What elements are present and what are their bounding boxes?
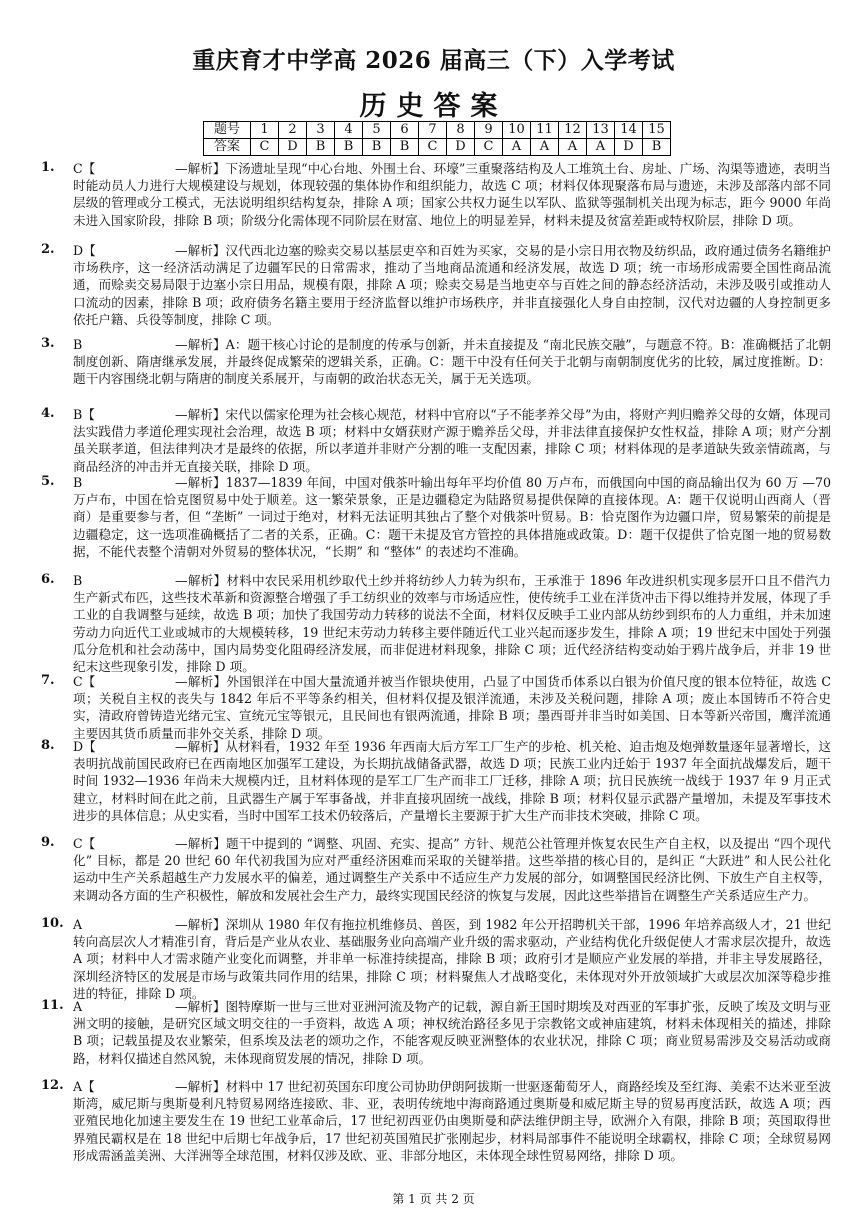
question-number: 1.	[41, 160, 55, 175]
question-number: 2.	[41, 242, 55, 257]
answer-letter: A【	[73, 1079, 95, 1094]
analysis-dash: —	[175, 836, 188, 851]
answer-key-number-cell: 11	[531, 122, 559, 139]
question-number: 9.	[41, 835, 55, 850]
explanation-body	[73, 673, 831, 742]
answer-key-number-cell: 8	[447, 122, 475, 139]
analysis-text: A：题干核心讨论的是制度的传承与创新，并未直接提及 “南北民族交融”，与题意不符。B：准确概括了北朝制度创新、隋唐继承发展，并最终促成繁荣的逻辑关系，正确。C：题干中没有任何关于北朝与南朝制度优劣的比较，属过度推断。D：题干内容围绕北朝与隋唐的制度关系展开，与南朝的政治状态无关，属于无关选项。	[73, 337, 831, 387]
analysis-dash: —	[175, 1079, 188, 1094]
answer-key-table	[203, 121, 671, 156]
analysis-text: 图特摩斯一世与三世对亚洲河流及物产的记载，源自新王国时期埃及对西亚的军事扩张，反映了埃及文明与亚洲文明的接触，是研究区域文明交往的一手资料，故选 A 项；神权统治路径多见于宗教铭文或神庙建筑，材料未体现相关的描述，排除 B 项；记载虽提及农业繁荣，但系埃及法老的颂功之作，不能客观反映亚洲整体的农业状况，排除 C 项；商业贸易需涉及交易活动或商路，材料仅描述自然风貌，未体现商贸发展的情况，排除 D 项。	[73, 999, 832, 1066]
answer-key-answer-row	[204, 139, 671, 156]
analysis-tag: 解析】	[187, 407, 226, 422]
analysis-text: 下汤遗址呈现“中心台地、外围土台、环壕”三重聚落结构及人工堆筑土台、房址、广场、沟渠等遗迹，表明当时能动员人力进行大规模建设与规划，体现较强的集体协作和组织能力，故选 C 项；材料仅体现聚落布局与遗迹，未涉及部落内部不同层级的管理或分工模式，无法说明组织结构复杂，排除 A 项；国家公共权力诞生以军队、监狱等强制机关出现为标志，距今 9000 年尚未进入国家阶段，排除 B 项；阶级分化需体现不同阶层在财富、地位上的明显差异，材料未提及贫富差距或特权阶层，排除 D 项。	[73, 161, 832, 228]
answer-letter: A	[73, 917, 83, 932]
analysis-dash: —	[175, 407, 188, 422]
question-number: 6.	[41, 572, 55, 587]
answer-key-number-cell: 12	[559, 122, 587, 139]
answer-key-number-cell: 9	[475, 122, 503, 139]
answer-key-number-cell: 6	[391, 122, 419, 139]
analysis-dash: —	[175, 475, 188, 490]
explanation-body	[73, 160, 831, 229]
analysis-text: 宋代以儒家伦理为社会核心规范，材料中官府以“子不能孝养父母”为由，将财产判归赡养父母的女婿，体现司法实践借力孝道伦理实现社会治理，故选 B 项；材料中女婿获财产源于赡养岳父母，并非法律直接保护女性权益，排除 A 项；财产分割虽关联孝道，但法律判决才是最终的依据，所以孝道并非财产分割的唯一支配因素，排除 C 项；材料体现的是孝道缺失致亲情疏离，与商品经济的冲击并无直接关联，排除 D 项。	[73, 407, 832, 474]
answer-letter: B	[73, 337, 83, 352]
answer-letter: B	[73, 475, 83, 490]
analysis-text: 深圳从 1980 年仅有拖拉机维修员、兽医，到 1982 年公开招聘机关干部，1996 年培养高级人才，21 世纪转向高层次人才精准引育，背后是产业从农业、基础服务业向高端产业升级的需求驱动，产业结构优化升级促使人才需求层次提升，故选 A 项；材料中人才需求随产业变化而调整，并非单一标准持续提高，排除 B 项；政府引才是顺应产业发展的举措，并非主导发展路径，深圳经济特区的发展是市场与政策共同作用的结果，排除 C 项；材料聚焦人才战略变化，未体现对外开放领域扩大或层次加深等稳步推进的特征，排除 D 项。	[73, 917, 832, 1001]
answer-key-number-cell: 13	[587, 122, 615, 139]
answer-key-answer-cell: B	[391, 139, 419, 156]
analysis-tag: 解析】	[187, 161, 226, 176]
answer-key-answer-cell: A	[503, 139, 531, 156]
analysis-tag: 解析】	[187, 337, 226, 352]
answer-key-answer-cell: B	[335, 139, 363, 156]
analysis-tag: 解析】	[187, 1079, 226, 1094]
explanation-body	[73, 835, 831, 904]
answer-key-answer-cell: D	[447, 139, 475, 156]
answer-letter: D【	[73, 243, 96, 258]
explanation-body	[73, 474, 831, 560]
answer-key-number-cell: 5	[363, 122, 391, 139]
analysis-dash: —	[175, 337, 188, 352]
answer-key-number-cell: 14	[615, 122, 643, 139]
explanation-body	[73, 242, 831, 328]
analysis-tag: 解析】	[187, 243, 226, 258]
analysis-tag: 解析】	[187, 475, 226, 490]
analysis-dash: —	[175, 161, 188, 176]
answer-key-number-cell: 7	[419, 122, 447, 139]
analysis-dash: —	[175, 739, 188, 754]
analysis-text: 1837—1839 年间，中国对俄茶叶输出每年平均价值 80 万卢布，而俄国向中国的商品输出仅为 60 万 —70 万卢布，中国在恰克图贸易中处于顺差。这一繁荣景象，正是边疆稳定为陆路贸易提供保障的直接体现。A：题干仅说明山西商人（晋商）是重要参与者，但 “垄断” 一词过于绝对，材料无法证明其独占了整个对俄茶叶贸易。B：恰克图作为边疆口岸，贸易繁荣的前提是边疆稳定，这一选项准确概括了二者的关系，正确。C：题干未提及官方管控的具体措施或政策。D：题干仅提供了恰克图一地的贸易数据，不能代表整个清朝对外贸易的整体状况，“长期” 和 “整体” 的表述均不准确。	[73, 475, 831, 559]
answer-letter: C【	[73, 836, 96, 851]
question-number: 4.	[41, 406, 55, 421]
analysis-tag: 解析】	[187, 573, 227, 588]
answer-key-answer-cell: B	[363, 139, 391, 156]
explanation-body	[73, 998, 831, 1067]
answer-letter: B	[73, 573, 83, 588]
answer-key-number-row	[204, 122, 671, 139]
explanation-body	[73, 1078, 831, 1164]
analysis-text: 外国银洋在中国大量流通并被当作银块使用，凸显了中国货币体系以白银为价值尺度的银本位特征，故选 C 项；关税自主权的丧失与 1842 年后不平等条约相关，但材料仅提及银洋流通，未涉及关税问题，排除 A 项；废止本国铸币不符合史实，清政府曾铸造光绪元宝、宣统元宝等银元，且民间也有银两流通，排除 B 项；墨西哥并非当时如美国、日本等新兴帝国，鹰洋流通主要因其货币质量而非外交关系，排除 D 项。	[73, 674, 832, 741]
answer-key-answer-cell: D	[279, 139, 307, 156]
answer-key-answer-cell: A	[559, 139, 587, 156]
answer-key-number-cell: 3	[307, 122, 335, 139]
answer-letter: A	[73, 999, 83, 1014]
analysis-text: 从材料看，1932 年至 1936 年西南大后方军工厂生产的步枪、机关枪、迫击炮及炮弹数量逐年显著增长，这表明抗战前国民政府已在西南地区加强军工建设，为长期抗战储备武器，故选 D 项；民族工业内迁始于 1937 年全面抗战爆发后，题干时间 1932—1936 年尚未大规模内迁，且材料体现的是军工厂生产而非工厂迁移，排除 A 项；抗日民族统一战线于 1937 年 9 月正式建立，材料时间在此之前，且武器生产属于军事备战，并非直接巩固统一战线，排除 B 项；材料仅显示武器产量增加，未提及军事技术进步的具体信息；从史实看，当时中国军工技术仍较落后，产量增长主要源于扩大生产而非技术突破，排除 C 项。	[73, 739, 831, 823]
explanation-body	[73, 406, 831, 475]
answer-key-answer-cell: A	[587, 139, 615, 156]
question-number: 7.	[41, 673, 55, 688]
analysis-tag: 解析】	[187, 674, 227, 689]
analysis-dash: —	[175, 999, 188, 1014]
answer-key-row-label: 答案	[204, 139, 251, 156]
answer-key-number-cell: 10	[503, 122, 531, 139]
explanation-body	[73, 572, 831, 675]
answer-letter: C【	[73, 674, 96, 689]
answer-key-answer-cell: B	[643, 139, 671, 156]
answer-letter: B【	[73, 407, 95, 422]
analysis-text: 汉代西北边塞的赊卖交易以基层吏卒和百姓为买家，交易的是小宗日用衣物及纺织品，政府通过债务名籍维护市场秩序，这一经济活动满足了边疆军民的日常需求，推动了当地商品流通和经济发展，故选 D 项；统一市场形成需要全国性商品流通，而赊卖交易局限于边塞小宗日用品，规模有限，排除 A 项；赊卖交易是当地吏卒与百姓之间的静态经济活动，未涉及吸引或推动人口流动的因素，排除 B 项；政府债务名籍主要用于经济监督以维护市场秩序，并非直接强化人身自由控制，汉代对边疆的人身控制更多依托户籍、兵役等制度，排除 C 项。	[73, 243, 832, 327]
question-number: 11.	[41, 998, 64, 1013]
question-number: 10.	[41, 916, 64, 931]
answer-key-answer-cell: C	[419, 139, 447, 156]
question-number: 8.	[41, 738, 55, 753]
question-number: 12.	[41, 1078, 64, 1093]
analysis-dash: —	[175, 674, 188, 689]
answer-key-answer-cell: D	[615, 139, 643, 156]
analysis-tag: 解析】	[187, 999, 226, 1014]
page-subtitle: 历史答案	[359, 91, 508, 122]
analysis-text: 材料中 17 世纪初英国东印度公司协助伊朗阿拔斯一世驱逐葡萄牙人，商路经埃及至红海、美索不达米亚至波斯湾，威尼斯与奥斯曼利凡特贸易网络连接欧、非、亚，表明传统地中海商路通过奥斯曼和威尼斯主导的贸易再度活跃，故选 A 项；西亚殖民地化加速主要发生在 19 世纪工业革命后，17 世纪初西亚仍由奥斯曼和萨法维伊朗主导，欧洲介入有限，排除 B 项；英国取得世界殖民霸权是在 18 世纪中后期七年战争后，17 世纪初英国殖民扩张刚起步，材料局部事件不能说明全球霸权，排除 C 项；全球贸易网形成需涵盖美洲、大洋洲等全球范围，材料仅涉及欧、亚、非部分地区，未体现全球性贸易网络，排除 D 项。	[73, 1079, 831, 1163]
answer-key-answer-cell: A	[531, 139, 559, 156]
explanation-body	[73, 916, 831, 1002]
answer-key-answer-cell: B	[307, 139, 335, 156]
answer-letter: C【	[73, 161, 96, 176]
analysis-tag: 解析】	[187, 739, 226, 754]
answer-key-number-cell: 2	[279, 122, 307, 139]
question-number: 5.	[41, 474, 55, 489]
answer-key-answer-cell: C	[475, 139, 503, 156]
page-footer: 第 1 页 共 2 页	[392, 1192, 475, 1206]
answer-key-row-label: 题号	[204, 122, 251, 139]
answer-key-number-cell: 15	[643, 122, 671, 139]
explanation-body	[73, 738, 831, 824]
analysis-text: 材料中农民采用机纱取代土纱并将纺纱人力转为织布，王承淮于 1896 年改进织机实现多层开口且不借汽力生产新式布匹，这些技术革新和资源整合增强了手工纺织业的效率与市场适应性，使传统手工业在洋货冲击下得以维持并发展，体现了手工业的自我调整与延续，故选 B 项；加快了我国劳动力转移的说法不全面，材料仅反映手工业内部从纺纱到织布的人力重组，并未加速劳动力向近代工业或城市的大规模转移，19 世纪末劳动力转移主要伴随近代工业兴起而逐步发生，排除 A 项；19 世纪末中国处于列强瓜分危机和社会动荡中，国内局势变化阻碍经济发展，而非促进材料现象，排除 C 项；近代经济结构变动始于鸦片战争后，并非 19 世纪末这些现象引发，排除 D 项。	[73, 573, 831, 675]
analysis-dash: —	[175, 243, 188, 258]
analysis-tag: 解析】	[187, 917, 226, 932]
analysis-dash: —	[175, 573, 188, 588]
explanation-body	[73, 336, 831, 388]
page-title: 重庆育才中学高 2026 届高三（下）入学考试	[192, 47, 675, 74]
analysis-text: 题干中提到的 “调整、巩固、充实、提高” 方针、规范公社管理并恢复农民生产自主权，以及提出 “四个现代化” 目标，都是 20 世纪 60 年代初我国为应对严重经济困难而采取的关键举措。这些举措的核心目的，是纠正 “大跃进” 和人民公社化运动中生产关系超越生产力发展水平的偏差，通过调整生产关系中不适应生产力发展的部分，如调整国民经济比例、下放生产自主权等，来调动各方面的生产积极性，解放和发展社会生产力，最终实现国民经济的恢复与发展，因此这些举措旨在调整生产关系适应生产力。	[73, 836, 832, 903]
answer-key-number-cell: 4	[335, 122, 363, 139]
analysis-tag: 解析】	[187, 836, 226, 851]
answer-key-number-cell: 1	[251, 122, 279, 139]
question-number: 3.	[41, 336, 55, 351]
analysis-dash: —	[175, 917, 188, 932]
answer-letter: D【	[73, 739, 96, 754]
answer-key-answer-cell: C	[251, 139, 279, 156]
